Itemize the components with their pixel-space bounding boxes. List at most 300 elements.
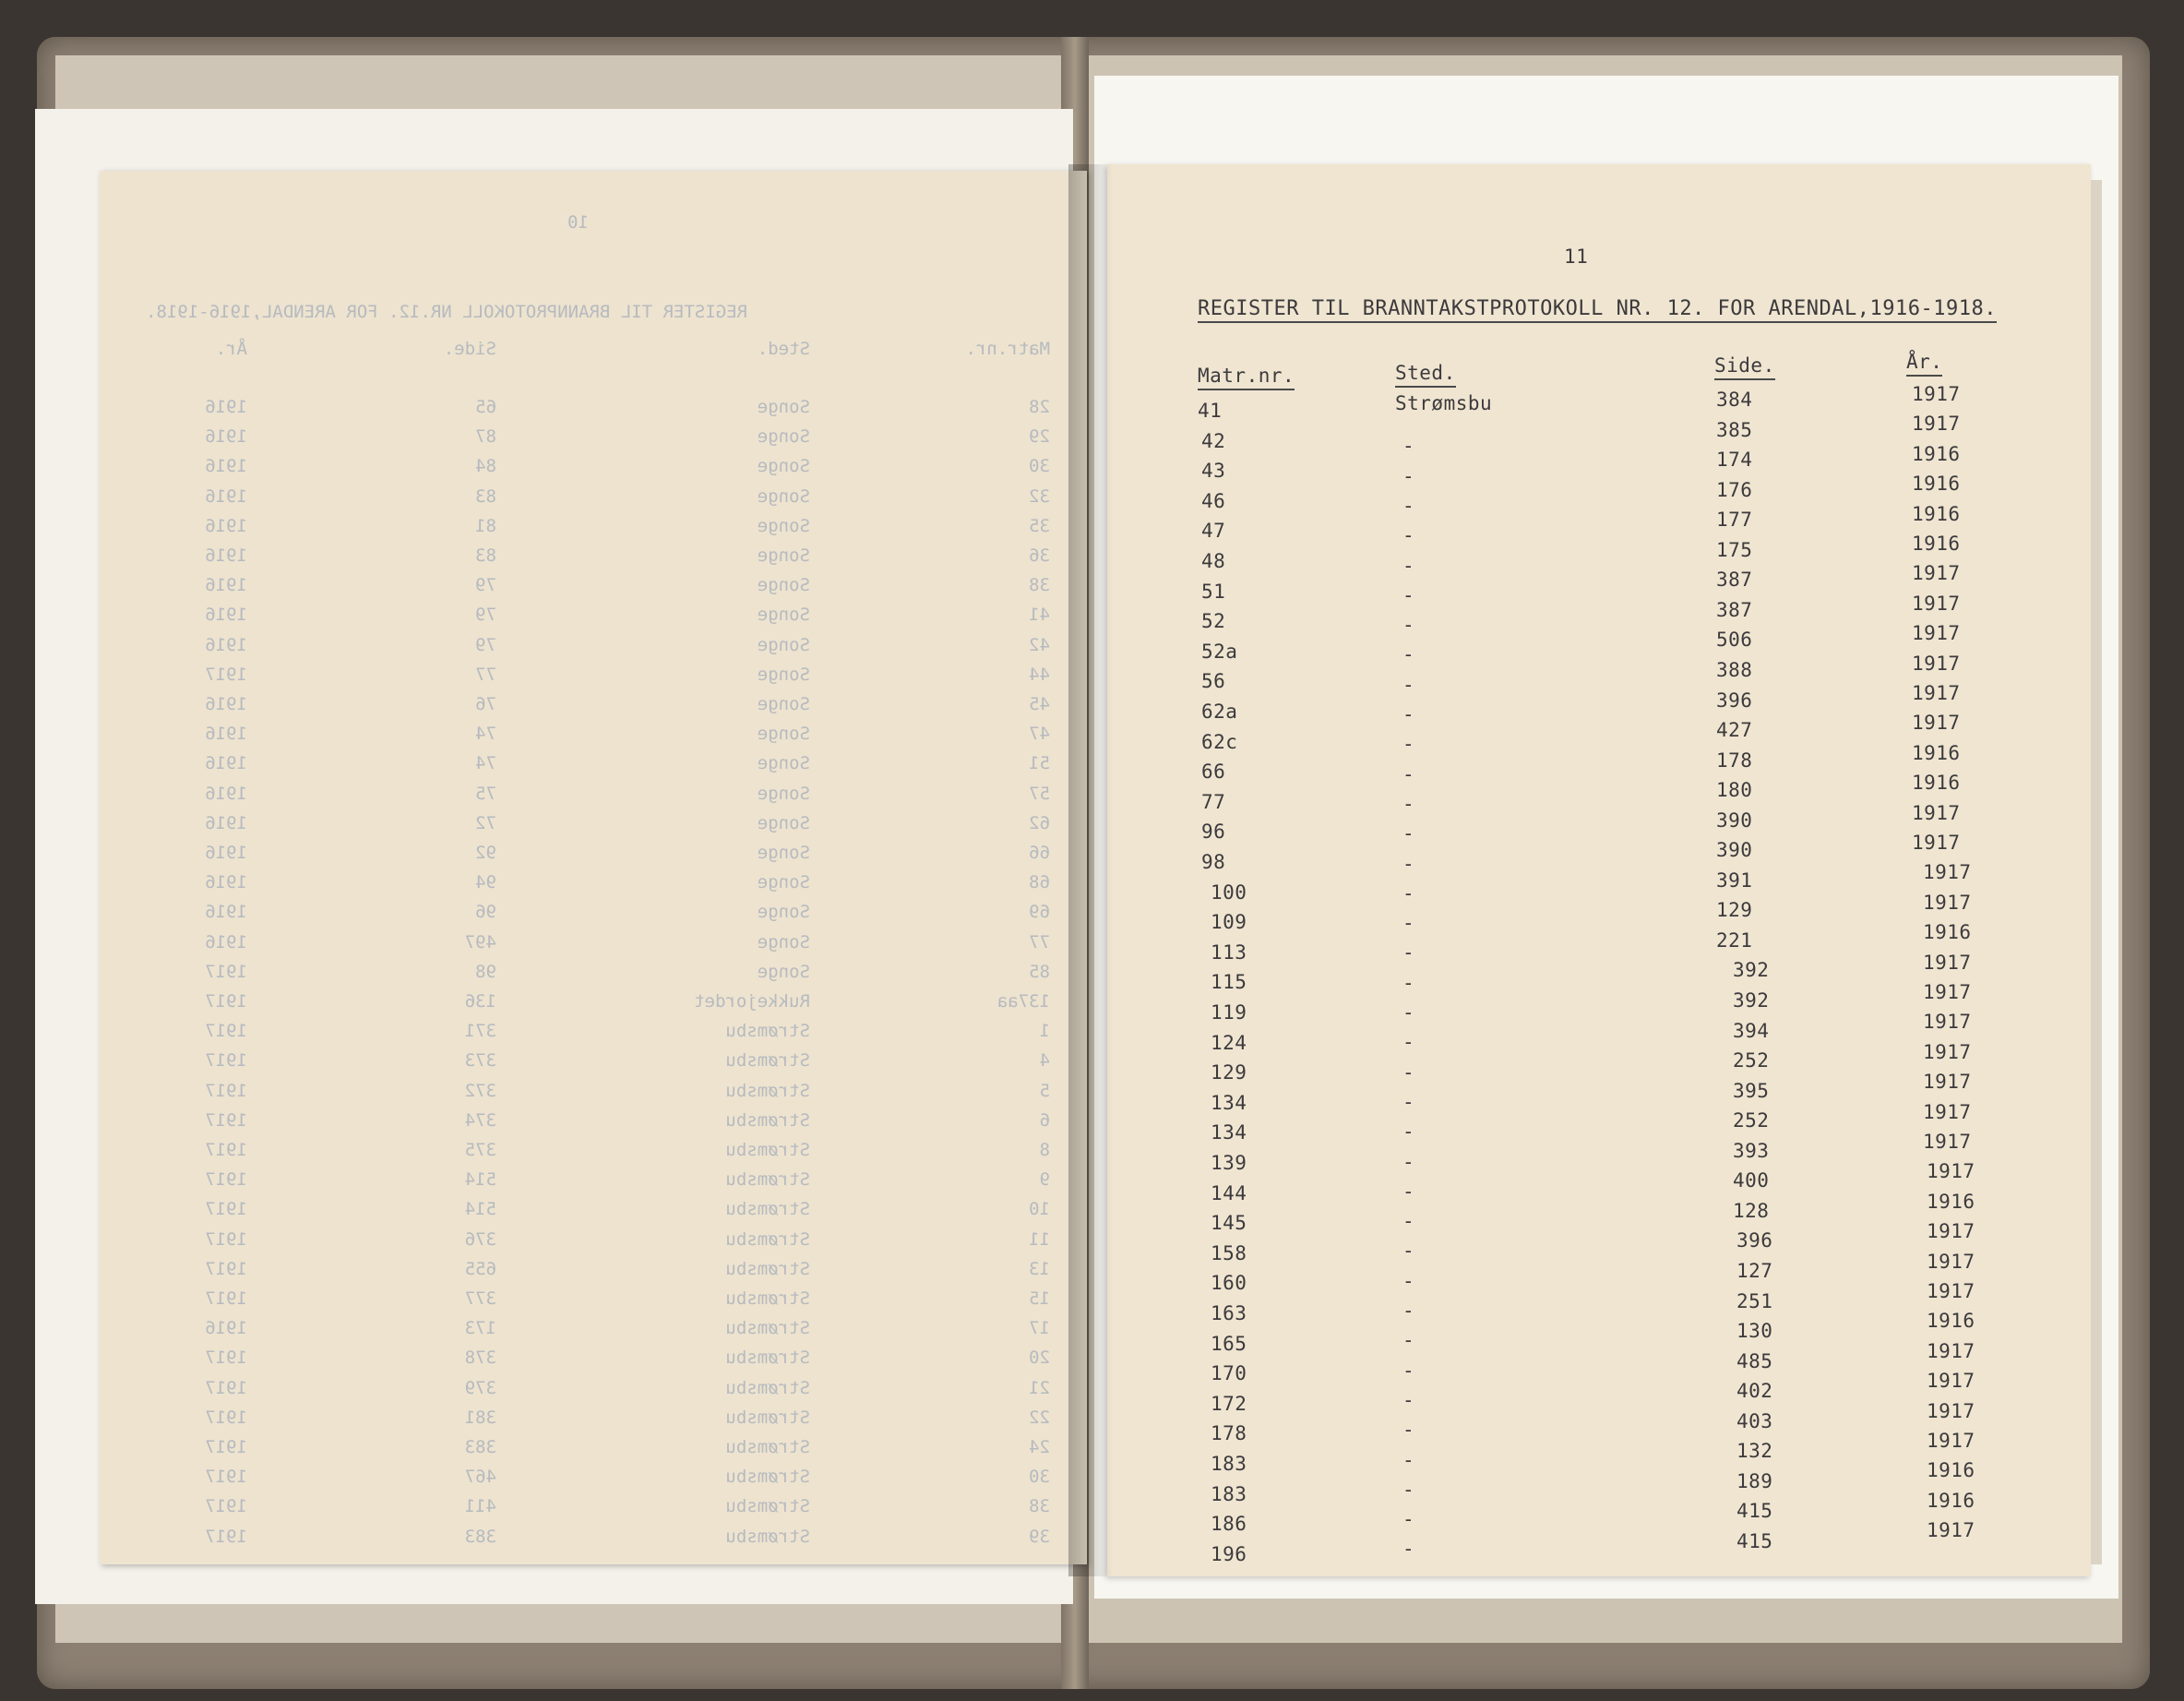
- ghost-row: [100, 1348, 1087, 1377]
- ghost-cell-side: 383: [464, 1437, 496, 1457]
- cell-matr: 77: [1201, 790, 1226, 813]
- ghost-cell-sted: Rukkejordet: [694, 991, 810, 1012]
- ghost-cell-sted: Songe: [757, 931, 810, 952]
- cell-aar: 1917: [1927, 1339, 1975, 1362]
- cell-matr: 186: [1211, 1513, 1247, 1536]
- ghost-cell-sted: Songe: [757, 456, 810, 477]
- cell-matr: 119: [1211, 1001, 1247, 1024]
- ghost-cell-sted: Strømsbu: [725, 1050, 810, 1072]
- cell-matr: 56: [1201, 670, 1226, 693]
- ghost-cell-aar: 1917: [205, 1199, 247, 1220]
- cell-aar: 1917: [1912, 801, 1961, 824]
- cell-side: 400: [1733, 1169, 1770, 1192]
- ghost-header-side: Side.: [443, 339, 496, 359]
- ghost-cell-aar: 1917: [205, 961, 247, 982]
- cell-matr: 109: [1211, 911, 1247, 934]
- ghost-cell-aar: 1917: [205, 1021, 247, 1042]
- cell-sted: -: [1402, 1031, 1415, 1054]
- ghost-row: [100, 1437, 1087, 1467]
- cell-side: 387: [1716, 569, 1753, 592]
- cell-aar: 1917: [1923, 981, 1972, 1003]
- cell-sted: -: [1402, 1538, 1415, 1561]
- cell-matr: 124: [1211, 1031, 1247, 1054]
- ghost-cell-matr: 10: [1029, 1199, 1050, 1220]
- cell-side: 221: [1716, 928, 1753, 952]
- ghost-cell-aar: 1917: [205, 991, 247, 1012]
- ghost-cell-side: 377: [464, 1288, 496, 1309]
- ghost-cell-matr: 41: [1029, 605, 1050, 626]
- cell-sted: -: [1402, 1329, 1415, 1352]
- ghost-cell-aar: 1916: [205, 724, 247, 745]
- ghost-cell-matr: 22: [1029, 1407, 1050, 1428]
- ghost-cell-aar: 1916: [205, 634, 247, 655]
- cell-aar: 1916: [1927, 1459, 1975, 1482]
- ghost-row: [100, 932, 1087, 962]
- ghost-cell-aar: 1916: [205, 843, 247, 863]
- ghost-cell-side: 96: [475, 902, 496, 923]
- cell-matr: 115: [1211, 971, 1247, 994]
- header-side: Side.: [1714, 354, 1775, 380]
- ghost-cell-sted: Strømsbu: [725, 1199, 810, 1220]
- ghost-cell-aar: 1916: [205, 753, 247, 774]
- ghost-cell-sted: Songe: [757, 634, 810, 655]
- header-sted: Sted.: [1395, 362, 1456, 388]
- ghost-cell-side: 376: [464, 1228, 496, 1250]
- cell-matr: 170: [1211, 1362, 1247, 1385]
- cell-aar: 1917: [1927, 1370, 1975, 1393]
- ghost-row: [100, 635, 1087, 665]
- ghost-cell-sted: Strømsbu: [725, 1348, 810, 1369]
- ghost-cell-aar: 1917: [205, 664, 247, 685]
- cell-matr: 62a: [1201, 701, 1238, 723]
- cell-sted: -: [1402, 673, 1415, 696]
- ghost-cell-aar: 1917: [205, 1407, 247, 1428]
- cell-aar: 1917: [1927, 1399, 1975, 1422]
- cell-matr: 96: [1201, 821, 1226, 844]
- cell-matr: 183: [1211, 1453, 1247, 1475]
- cell-sted: -: [1402, 912, 1415, 935]
- cell-sted: -: [1402, 1300, 1415, 1322]
- cell-sted: -: [1402, 1180, 1415, 1203]
- ghost-row: [100, 1259, 1087, 1288]
- ghost-cell-aar: 1917: [205, 1080, 247, 1101]
- ghost-cell-aar: 1916: [205, 515, 247, 536]
- ghost-cell-matr: 17: [1029, 1318, 1050, 1339]
- page-number: 11: [1564, 246, 1589, 268]
- cell-matr: 183: [1211, 1482, 1247, 1505]
- cell-side: 415: [1736, 1529, 1773, 1552]
- ghost-cell-sted: Strømsbu: [725, 1526, 810, 1547]
- ghost-row: [100, 902, 1087, 931]
- ghost-cell-aar: 1916: [205, 545, 247, 566]
- cell-aar: 1917: [1927, 1160, 1975, 1183]
- ghost-page-number: 10: [567, 212, 589, 233]
- ghost-cell-matr: 137aa: [997, 991, 1050, 1012]
- cell-side: 251: [1736, 1289, 1773, 1312]
- ghost-row: [100, 991, 1087, 1021]
- ghost-row: [100, 1050, 1087, 1080]
- ghost-cell-aar: 1916: [205, 694, 247, 714]
- ghost-cell-sted: Strømsbu: [725, 1437, 810, 1457]
- cell-aar: 1917: [1923, 891, 1972, 914]
- cell-sted: -: [1402, 703, 1415, 725]
- ghost-cell-aar: 1917: [205, 1437, 247, 1457]
- ghost-cell-matr: 39: [1029, 1526, 1050, 1547]
- cell-sted: -: [1402, 881, 1415, 904]
- ghost-cell-sted: Songe: [757, 902, 810, 923]
- ghost-cell-side: 87: [475, 426, 496, 448]
- ghost-cell-matr: 8: [1039, 1140, 1050, 1160]
- ghost-cell-matr: 4: [1039, 1050, 1050, 1072]
- ghost-cell-aar: 1917: [205, 1109, 247, 1131]
- cell-matr: 46: [1201, 489, 1226, 512]
- ghost-cell-matr: 29: [1029, 426, 1050, 448]
- ghost-row: [100, 724, 1087, 753]
- cell-side: 385: [1716, 418, 1753, 441]
- ghost-cell-side: 375: [464, 1140, 496, 1160]
- cell-sted: -: [1402, 941, 1415, 964]
- cell-aar: 1917: [1923, 1131, 1972, 1153]
- ghost-cell-matr: 38: [1029, 575, 1050, 596]
- ghost-cell-side: 379: [464, 1377, 496, 1398]
- ghost-cell-sted: Strømsbu: [725, 1169, 810, 1191]
- cell-matr: 129: [1211, 1061, 1247, 1084]
- cell-sted: -: [1402, 1478, 1415, 1501]
- cell-side: 189: [1736, 1469, 1773, 1492]
- ghost-cell-side: 77: [475, 664, 496, 685]
- cell-side: 130: [1736, 1320, 1773, 1343]
- ghost-cell-sted: Strømsbu: [725, 1228, 810, 1250]
- ghost-cell-aar: 1917: [205, 1228, 247, 1250]
- cell-aar: 1916: [1927, 1310, 1975, 1333]
- cell-aar: 1917: [1912, 562, 1961, 585]
- ghost-cell-side: 81: [475, 515, 496, 536]
- cell-side: 396: [1736, 1229, 1773, 1252]
- cell-matr: 139: [1211, 1152, 1247, 1174]
- cell-sted: -: [1402, 1001, 1415, 1024]
- cell-side: 427: [1716, 719, 1753, 742]
- cell-sted: -: [1402, 1448, 1415, 1471]
- ghost-cell-side: 173: [464, 1318, 496, 1339]
- cell-sted: -: [1402, 1150, 1415, 1173]
- ghost-cell-matr: 77: [1029, 931, 1050, 952]
- ghost-cell-matr: 66: [1029, 843, 1050, 863]
- cell-side: 392: [1733, 989, 1770, 1012]
- ghost-cell-matr: 35: [1029, 515, 1050, 536]
- ghost-cell-matr: 42: [1029, 634, 1050, 655]
- ghost-cell-matr: 45: [1029, 694, 1050, 714]
- ghost-cell-matr: 44: [1029, 664, 1050, 685]
- ghost-cell-sted: Songe: [757, 872, 810, 893]
- ghost-cell-matr: 62: [1029, 812, 1050, 833]
- ghost-cell-side: 497: [464, 931, 496, 952]
- ghost-cell-sted: Strømsbu: [725, 1288, 810, 1309]
- page-title: REGISTER TIL BRANNTAKSTPROTOKOLL NR. 12. FOR ARENDAL,1916-1918.: [1198, 297, 1997, 323]
- ghost-cell-side: 98: [475, 961, 496, 982]
- cell-side: 132: [1736, 1440, 1773, 1463]
- cell-matr: 41: [1198, 400, 1223, 422]
- ghost-cell-side: 383: [464, 1526, 496, 1547]
- ghost-cell-sted: Songe: [757, 753, 810, 774]
- cell-matr: 100: [1211, 880, 1247, 904]
- cell-side: 177: [1716, 509, 1753, 532]
- cell-side: 127: [1736, 1259, 1773, 1282]
- ghost-cell-aar: 1916: [205, 931, 247, 952]
- cell-aar: 1916: [1912, 442, 1961, 465]
- cell-aar: 1916: [1927, 1190, 1975, 1213]
- ghost-row: [100, 1229, 1087, 1259]
- cell-side: 174: [1716, 449, 1753, 472]
- ghost-row: [100, 1288, 1087, 1318]
- cell-aar: 1917: [1927, 1250, 1975, 1273]
- ghost-cell-matr: 28: [1029, 397, 1050, 417]
- cell-aar: 1917: [1912, 682, 1961, 704]
- ghost-row: [100, 753, 1087, 783]
- cell-matr: 134: [1211, 1121, 1247, 1144]
- ghost-cell-matr: 30: [1029, 456, 1050, 477]
- cell-sted: -: [1402, 1269, 1415, 1292]
- ghost-cell-aar: 1917: [205, 1496, 247, 1517]
- cell-aar: 1917: [1912, 592, 1961, 615]
- cell-sted: -: [1402, 1090, 1415, 1113]
- ghost-cell-matr: 57: [1029, 783, 1050, 804]
- ghost-cell-matr: 21: [1029, 1377, 1050, 1398]
- cell-matr: 48: [1201, 550, 1226, 572]
- ghost-cell-matr: 5: [1039, 1080, 1050, 1101]
- cell-aar: 1917: [1923, 1071, 1972, 1094]
- cell-sted: -: [1402, 762, 1415, 785]
- cell-sted: -: [1402, 494, 1415, 517]
- ghost-cell-side: 75: [475, 783, 496, 804]
- cell-sted: -: [1402, 1060, 1415, 1084]
- ghost-cell-sted: Songe: [757, 545, 810, 566]
- cell-sted: -: [1402, 971, 1415, 994]
- ghost-cell-sted: Strømsbu: [725, 1496, 810, 1517]
- spine-shadow: [1068, 164, 1113, 1576]
- ghost-cell-matr: 85: [1029, 961, 1050, 982]
- cell-sted: -: [1402, 435, 1415, 458]
- ghost-cell-aar: 1916: [205, 902, 247, 923]
- cell-aar: 1917: [1912, 652, 1961, 675]
- ghost-cell-matr: 47: [1029, 724, 1050, 745]
- ghost-cell-sted: Strømsbu: [725, 1258, 810, 1279]
- ghost-cell-sted: Strømsbu: [725, 1407, 810, 1428]
- cell-side: 175: [1716, 538, 1753, 561]
- cell-matr: 196: [1211, 1542, 1247, 1565]
- cell-sted: -: [1402, 852, 1415, 875]
- ghost-row: [100, 456, 1087, 485]
- ghost-cell-sted: Strømsbu: [725, 1021, 810, 1042]
- ghost-row: [100, 1527, 1087, 1556]
- ghost-cell-side: 372: [464, 1080, 496, 1101]
- ghost-cell-side: 84: [475, 456, 496, 477]
- ghost-cell-side: 371: [464, 1021, 496, 1042]
- header-matr: Matr.nr.: [1198, 365, 1295, 390]
- ghost-cell-sted: Strømsbu: [725, 1080, 810, 1101]
- ghost-cell-side: 467: [464, 1467, 496, 1488]
- ghost-cell-matr: 1: [1039, 1021, 1050, 1042]
- cell-matr: 43: [1201, 460, 1226, 483]
- ghost-row: [100, 1467, 1087, 1496]
- cell-sted: -: [1402, 1419, 1415, 1442]
- ghost-cell-sted: Songe: [757, 724, 810, 745]
- ghost-cell-aar: 1916: [205, 485, 247, 507]
- cell-sted: -: [1402, 1359, 1415, 1382]
- cell-aar: 1917: [1923, 1100, 1972, 1123]
- ghost-cell-matr: 38: [1029, 1496, 1050, 1517]
- cell-matr: 62c: [1201, 730, 1238, 753]
- cell-sted: -: [1402, 524, 1415, 547]
- ghost-cell-sted: Songe: [757, 843, 810, 863]
- page-stack-edge: [2091, 180, 2102, 1564]
- ghost-row: [100, 1378, 1087, 1408]
- ghost-cell-side: 411: [464, 1496, 496, 1517]
- cell-side: 394: [1733, 1019, 1770, 1042]
- ghost-cell-side: 74: [475, 724, 496, 745]
- cell-aar: 1917: [1912, 413, 1961, 436]
- ghost-cell-aar: 1916: [205, 872, 247, 893]
- ghost-cell-side: 655: [464, 1258, 496, 1279]
- cell-aar: 1916: [1912, 502, 1961, 525]
- ghost-cell-matr: 30: [1029, 1467, 1050, 1488]
- cell-matr: 145: [1211, 1212, 1247, 1235]
- cell-matr: 47: [1201, 520, 1226, 543]
- ghost-cell-sted: Songe: [757, 605, 810, 626]
- ghost-cell-matr: 15: [1029, 1288, 1050, 1309]
- ghost-cell-side: 373: [464, 1050, 496, 1072]
- ghost-cell-sted: Songe: [757, 575, 810, 596]
- ghost-cell-aar: 1917: [205, 1258, 247, 1279]
- ghost-cell-side: 514: [464, 1169, 496, 1191]
- ghost-cell-aar: 1916: [205, 783, 247, 804]
- ghost-row: [100, 1169, 1087, 1199]
- cell-aar: 1917: [1927, 1280, 1975, 1302]
- cell-aar: 1917: [1912, 383, 1961, 405]
- ghost-cell-aar: 1916: [205, 605, 247, 626]
- cell-matr: 98: [1201, 851, 1226, 873]
- ghost-cell-side: 374: [464, 1109, 496, 1131]
- cell-side: 129: [1716, 899, 1753, 922]
- cell-sted: -: [1402, 792, 1415, 815]
- ghost-title: REGISTER TIL BRANNPROTOKOLL NR.12. FOR ARENDAL,1916-1918.: [146, 302, 748, 322]
- cell-matr: 158: [1211, 1241, 1247, 1264]
- ghost-cell-sted: Songe: [757, 694, 810, 714]
- ghost-row: [100, 784, 1087, 813]
- ghost-cell-side: 378: [464, 1348, 496, 1369]
- ghost-cell-aar: 1917: [205, 1526, 247, 1547]
- ghost-cell-aar: 1917: [205, 1169, 247, 1191]
- cell-sted: -: [1402, 554, 1415, 577]
- cell-matr: 144: [1211, 1181, 1247, 1204]
- cell-side: 415: [1736, 1500, 1773, 1523]
- cell-matr: 178: [1211, 1422, 1247, 1445]
- ghost-cell-aar: 1916: [205, 426, 247, 448]
- cell-matr: 42: [1201, 429, 1226, 452]
- cell-aar: 1917: [1927, 1519, 1975, 1542]
- cell-side: 178: [1716, 749, 1753, 772]
- ghost-header-sted: Sted.: [757, 339, 810, 359]
- ghost-cell-side: 83: [475, 485, 496, 507]
- ghost-cell-aar: 1916: [205, 575, 247, 596]
- cell-aar: 1916: [1923, 921, 1972, 944]
- ghost-cell-sted: Strømsbu: [725, 1467, 810, 1488]
- ghost-row: [100, 1140, 1087, 1169]
- ghost-cell-sted: Songe: [757, 783, 810, 804]
- ghost-row: [100, 1021, 1087, 1050]
- ghost-row: [100, 1408, 1087, 1437]
- cell-matr: 52a: [1201, 640, 1238, 663]
- cell-matr: 172: [1211, 1392, 1247, 1415]
- ghost-cell-side: 381: [464, 1407, 496, 1428]
- cell-aar: 1917: [1923, 861, 1972, 884]
- cell-side: 390: [1716, 839, 1753, 862]
- ghost-cell-matr: 51: [1029, 753, 1050, 774]
- ghost-row: [100, 665, 1087, 694]
- ghost-cell-matr: 24: [1029, 1437, 1050, 1457]
- ghost-cell-aar: 1916: [205, 456, 247, 477]
- cell-aar: 1917: [1927, 1430, 1975, 1452]
- ghost-cell-sted: Songe: [757, 812, 810, 833]
- ghost-row: [100, 962, 1087, 991]
- ghost-cell-side: 136: [464, 991, 496, 1012]
- cell-side: 180: [1716, 779, 1753, 802]
- ghost-cell-side: 76: [475, 694, 496, 714]
- cell-sted: -: [1402, 1120, 1415, 1144]
- ghost-row: [100, 486, 1087, 516]
- cell-side: 390: [1716, 809, 1753, 832]
- ghost-cell-side: 79: [475, 575, 496, 596]
- header-aar: År.: [1906, 351, 1942, 377]
- ghost-cell-matr: 36: [1029, 545, 1050, 566]
- cell-aar: 1917: [1912, 622, 1961, 645]
- ghost-cell-matr: 6: [1039, 1109, 1050, 1131]
- cell-sted: -: [1402, 822, 1415, 845]
- ghost-row: [100, 545, 1087, 575]
- cell-matr: 66: [1201, 761, 1226, 784]
- ghost-cell-aar: 1916: [205, 397, 247, 417]
- ghost-row: [100, 1081, 1087, 1110]
- cell-sted: -: [1402, 1240, 1415, 1263]
- ghost-cell-sted: Songe: [757, 664, 810, 685]
- cell-side: 387: [1716, 598, 1753, 621]
- cell-sted: -: [1402, 1508, 1415, 1531]
- cell-side: 392: [1733, 959, 1770, 982]
- cell-side: 176: [1716, 478, 1753, 501]
- ghost-cell-aar: 1916: [205, 812, 247, 833]
- ghost-row: [100, 813, 1087, 843]
- ghost-cell-aar: 1916: [205, 1318, 247, 1339]
- ghost-cell-sted: Strømsbu: [725, 1140, 810, 1160]
- cell-sted: -: [1402, 464, 1415, 487]
- cell-side: 128: [1733, 1199, 1770, 1222]
- ghost-row: [100, 843, 1087, 872]
- ghost-cell-aar: 1917: [205, 1348, 247, 1369]
- ghost-cell-sted: Songe: [757, 426, 810, 448]
- cell-matr: 113: [1211, 940, 1247, 964]
- ghost-cell-matr: 69: [1029, 902, 1050, 923]
- cell-aar: 1916: [1912, 741, 1961, 764]
- left-page-bleedthrough: [100, 171, 1087, 1564]
- cell-sted: -: [1402, 1388, 1415, 1411]
- ghost-row: [100, 605, 1087, 634]
- ghost-row: [100, 426, 1087, 456]
- ghost-cell-matr: 13: [1029, 1258, 1050, 1279]
- ghost-cell-matr: 32: [1029, 485, 1050, 507]
- ghost-row: [100, 1318, 1087, 1348]
- cell-side: 506: [1716, 629, 1753, 652]
- ghost-row: [100, 1199, 1087, 1228]
- cell-side: 485: [1736, 1349, 1773, 1372]
